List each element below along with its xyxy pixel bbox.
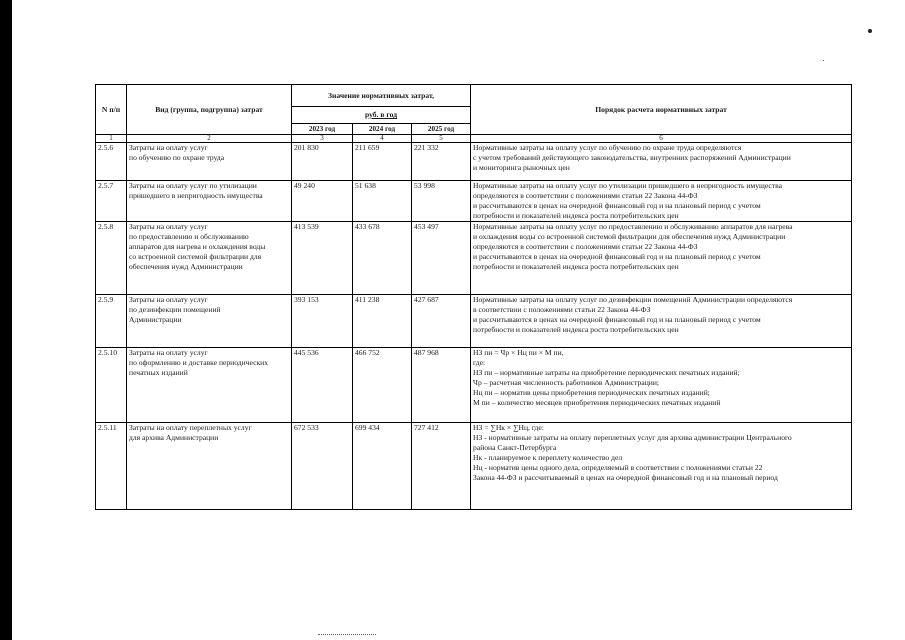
header-value-title: Значение нормативных затрат, bbox=[292, 85, 471, 107]
row-cost-name: Затраты на оплату услуг по обучению по охране труда bbox=[127, 143, 292, 181]
row-value-2025: 727 412 bbox=[412, 423, 471, 510]
row-value-2023: 672 533 bbox=[292, 423, 353, 510]
col-number: 4 bbox=[353, 135, 412, 143]
row-procedure: Нормативные затраты на оплату услуг по дезинфекции помещений Администрации определяются в соответствии с положениями статьи 22 Закона 44-ФЗ и рассчитываются в ценах на очередной финансовый год и на плановый период с учетом потребности и показателей индекса роста потребительских цен bbox=[471, 295, 852, 348]
row-num: 2.5.11 bbox=[96, 423, 127, 510]
row-value-2023: 49 240 bbox=[292, 181, 353, 222]
row-cost-name: Затраты на оплату услуг по утилизации пришедшего в непригодность имущества bbox=[127, 181, 292, 222]
row-value-2025: 427 687 bbox=[412, 295, 471, 348]
col-number: 2 bbox=[127, 135, 292, 143]
row-cost-name: Затраты на оплату услуг по дезинфекции помещений Администрации bbox=[127, 295, 292, 348]
row-cost-name: Затраты на оплату переплетных услуг для архива Администрации bbox=[127, 423, 292, 510]
header-year-2025: 2025 год bbox=[412, 124, 471, 135]
row-procedure: НЗ = ∑Нк × ∑Нц, где: НЗ - нормативные затраты на оплату переплетных услуг для архива администрации Центрального района Санкт-Петербурга Нк - планируемое к переплету количество дел Нц - норматив цены одного дела, определяемый в соответствии с положениями статьи 22 Закона 44-ФЗ и рассчитываемый в ценах на очередной финансовый год и на плановый период bbox=[471, 423, 852, 510]
scan-bottom-mark bbox=[318, 634, 376, 636]
row-num: 2.5.6 bbox=[96, 143, 127, 181]
col-number: 6 bbox=[471, 135, 852, 143]
row-cost-name: Затраты на оплату услуг по оформлению и доставке периодических печатных изданий bbox=[127, 348, 292, 423]
header-year-2023: 2023 год bbox=[292, 124, 353, 135]
table-row bbox=[96, 181, 852, 222]
scan-speck-small bbox=[823, 60, 824, 61]
table-row bbox=[96, 222, 852, 295]
row-value-2023: 201 830 bbox=[292, 143, 353, 181]
row-num: 2.5.7 bbox=[96, 181, 127, 222]
row-value-2025: 453 497 bbox=[412, 222, 471, 295]
row-value-2024: 411 238 bbox=[353, 295, 412, 348]
row-num: 2.5.10 bbox=[96, 348, 127, 423]
table-row bbox=[96, 143, 852, 181]
row-cost-name: Затраты на оплату услуг по предоставлению и обслуживанию аппаратов для нагрева и охлаждения воды со встроенной системой фильтрации для обеспечения нужд Администрации bbox=[127, 222, 292, 295]
row-num: 2.5.9 bbox=[96, 295, 127, 348]
row-procedure: НЗ пи = Чр × Нц пи × М пи, где: НЗ пи – нормативные затраты на приобретение периодических печатных изданий; Чр – расчетная численность работников Администрации; Нц пи – норматив цены приобретения периодических печатных изданий; М пи – количество месяцев приобретения периодических печатных изданий bbox=[471, 348, 852, 423]
col-number: 5 bbox=[412, 135, 471, 143]
row-value-2023: 413 539 bbox=[292, 222, 353, 295]
row-value-2025: 487 968 bbox=[412, 348, 471, 423]
row-value-2023: 393 153 bbox=[292, 295, 353, 348]
row-procedure: Нормативные затраты на оплату услуг по предоставлению и обслуживанию аппаратов для нагрева и охлаждения воды со встроенной системой фильтрации для обеспечения нужд Администрации определяются в соответствии с положениями статьи 22 Закона 44-ФЗ и рассчитываются в ценах на очередной финансовый год и на плановый период с учетом потребности и показателей индекса роста потребительских цен bbox=[471, 222, 852, 295]
scan-speck bbox=[868, 29, 872, 33]
col-number: 3 bbox=[292, 135, 353, 143]
scan-left-edge bbox=[0, 0, 12, 640]
header-procedure: Порядок расчета нормативных затрат bbox=[471, 85, 852, 135]
row-value-2024: 699 434 bbox=[353, 423, 412, 510]
table-row bbox=[96, 423, 852, 510]
row-value-2024: 211 659 bbox=[353, 143, 412, 181]
col-number: 1 bbox=[96, 135, 127, 143]
header-value-unit bbox=[292, 107, 471, 124]
header-value-unit-text: руб. в год bbox=[364, 110, 398, 119]
header-year-2024: 2024 год bbox=[353, 124, 412, 135]
row-value-2024: 51 638 bbox=[353, 181, 412, 222]
table-row bbox=[96, 295, 852, 348]
row-value-2023: 445 536 bbox=[292, 348, 353, 423]
row-value-2024: 466 752 bbox=[353, 348, 412, 423]
row-num: 2.5.8 bbox=[96, 222, 127, 295]
normative-costs-table bbox=[95, 84, 852, 510]
row-procedure: Нормативные затраты на оплату услуг по обучению по охране труда определяются с учетом требований действующего законодательства, внутренних распоряжений Администрации и мониторинга рыночных цен bbox=[471, 143, 852, 181]
row-value-2025: 221 332 bbox=[412, 143, 471, 181]
header-cost-type: Вид (группа, подгруппа) затрат bbox=[127, 85, 292, 135]
row-procedure: Нормативные затраты на оплату услуг по утилизации пришедшего в непригодность имущества определяются в соответствии с положениями статьи 22 Закона 44-ФЗ и рассчитываются в ценах на очередной финансовый год и на плановый период с учетом потребности и показателей индекса роста потребительских цен bbox=[471, 181, 852, 222]
table-row bbox=[96, 348, 852, 423]
row-value-2025: 53 998 bbox=[412, 181, 471, 222]
header-num: N п/п bbox=[96, 85, 127, 135]
row-value-2024: 433 678 bbox=[353, 222, 412, 295]
